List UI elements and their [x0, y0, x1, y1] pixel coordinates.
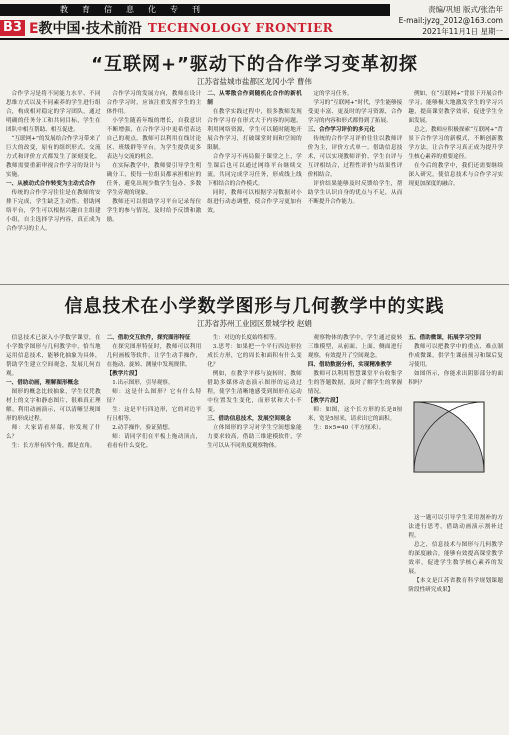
paragraph: “互联网+”的发展给合作学习带来了巨大的改变，原有的组织形式、交流方式和评价方式都发生了深刻变化，教师需要重新审视合作学习的设计与实施。: [6, 136, 101, 178]
paragraph: 生：8×5=40（平方厘米）。: [313, 425, 385, 431]
email: E-mail:jyzg_2012@163.com: [398, 16, 503, 25]
page-number: B3: [0, 20, 25, 36]
paragraph: 合作学习不再局限于课堂之上，学生课后也可以通过网络平台继续交流，共同完成学习任务，形成线上线下相结合的合作模式。: [207, 154, 302, 187]
article2-column: [207, 334, 302, 730]
paragraph: 在今后的教学中，我们还需要继续深入研究，使信息技术与合作学习实现更加深度的融合。: [408, 163, 503, 187]
paragraph: 传统的合作学习往往是在教师的安排下完成，学生缺乏主动性。借助网络平台，学生可以根据兴趣自主组建小组，自主选择学习内容，真正成为合作学习的主人。: [6, 190, 101, 232]
paragraph: 生：对边的长度始终相等。: [212, 335, 280, 341]
section-english: TECHNOLOGY FRONTIER: [147, 21, 334, 35]
paragraph: 这一题可以引导学生采用割补的方法进行思考，借助动画演示割补过程。: [408, 515, 503, 539]
header-rule: [0, 38, 509, 40]
editor-credit: 责编/巩旭 版式/张浩年: [428, 5, 503, 14]
paragraph: 教师可以利用智慧课堂平台收集学生的答题数据，及时了解学生的掌握情况。: [307, 371, 403, 395]
paragraph: 生：长方形有四个角，都是直角。: [11, 443, 96, 449]
paragraph: 定的学习任务。: [313, 91, 353, 97]
paragraph: 在探究图形特征时，教师可以利用几何画板等软件，让学生动手操作，在拖动、旋转、测量中发现规律。: [106, 344, 202, 368]
section-letter: E: [28, 21, 39, 37]
article2-column: [6, 334, 101, 730]
paragraph: 教师还可以借助学习平台记录每位学生的参与情况，及时给予反馈和激励。: [106, 199, 202, 223]
article1-title: “互联网+”驱动下的合作学习变革初探: [91, 54, 418, 75]
paragraph: 合作学习是将不同能力水平、不同思维方式以及不同素养的学生进行组合，构成相对稳定的学习团队，通过明确的任务分工和共同目标，学生在团队中相互帮助、相互促进。: [6, 91, 101, 133]
subheading: 四、借助数据分析，实现精准教学: [307, 362, 392, 368]
subheading: 【教学片段】: [106, 371, 141, 377]
paragraph: 师：请同学们在平板上拖动顶点，看看有什么变化。: [106, 434, 202, 449]
paragraph: 在实际教学中，教师要引导学生明确分工，使每一位组员都承担相应的任务，避免出现少数学生包办、多数学生旁观的现象。: [106, 163, 202, 196]
paragraph: 例如，在教学平移与旋转时，教师借助多媒体动态演示图形的运动过程，使学生清晰地感受到图形在运动中位置发生变化，而形状和大小不变。: [207, 371, 302, 413]
paragraph: 1.出示图形，引导观察。: [112, 380, 174, 386]
paragraph: 【本文是江苏省教育科学规划课题阶段性研究成果】: [408, 578, 503, 593]
subheading: 二、借助交互软件，探究图形特征: [106, 335, 191, 341]
masthead-band: 教育信息化专刊: [0, 4, 390, 16]
section-line: [0, 19, 333, 37]
paragraph: 立体图形的学习对学生空间想象能力要求较高，借助三维建模软件，学生可以从不同角度观察物体。: [207, 425, 302, 449]
article1-body: [6, 90, 503, 280]
subheading: 【教学片段】: [307, 398, 342, 404]
paragraph: 总之，教师应积极探索“互联网+”背景下合作学习的新模式，不断创新教学方法，让合作学习真正成为提升学生核心素养的重要途径。: [408, 127, 503, 160]
geometry-figure: [408, 392, 503, 510]
paragraph: 师：如图，这个长方形的长是8厘米，宽是5厘米，请求出它的面积。: [307, 407, 403, 422]
subheading: 一、从被动式合作转变为主动式合作: [6, 181, 96, 187]
paragraph: 小学生随着年级的增长，自我意识不断增强，在合作学习中更希望表达自己的观点。教师可以利用在线讨论区、班级群等平台，为学生提供更多表达与交流的机会。: [106, 118, 202, 160]
article1-author: 江苏省盐城市盐都区龙冈小学 曹伟: [197, 77, 312, 86]
section-name: [29, 18, 142, 38]
paragraph: 教师可以把教学中的重点、难点制作成微课，供学生课前预习和课后复习使用。: [408, 344, 503, 368]
article-divider: [0, 284, 509, 285]
article1-column: [308, 90, 403, 280]
article1-column: [107, 90, 202, 280]
paragraph: 3.思考：如果把一个平行四边形拉成长方形，它的周长和面积有什么变化？: [207, 344, 302, 368]
paragraph: 合作学习的发展方向，教师在设计合作学习时，应该注重发挥学生的主体作用。: [106, 91, 202, 115]
section-title: 教中国·技术前沿: [38, 21, 142, 37]
paragraph: 师：这是什么图形？它有什么特征？: [106, 389, 202, 404]
article1-column: [207, 90, 302, 280]
paragraph: 传统的合作学习评价往往以教师评价为主，评价方式单一。借助信息技术，可以实现教师评价、学生自评与互评相结合，过程性评价与结果性评价相结合。: [307, 136, 403, 178]
paragraph: 评价结果能够及时反馈给学生，帮助学生认识自身的优点与不足，从而不断提升合作能力。: [307, 181, 403, 205]
masthead-meta: [399, 4, 503, 37]
paragraph: 如图所示，你能求出阴影部分的面积吗？: [408, 371, 503, 386]
subheading: 二、从零散合作到随机化合作的新机制: [207, 91, 302, 106]
paragraph: 总之，信息技术与图形与几何教学的深度融合，能够有效提高课堂教学效率，促进学生数学核心素养的发展。: [408, 542, 503, 575]
paragraph: 例如，在“互联网+”背景下开展合作学习，能够极大地激发学生的学习兴趣，提高课堂教学效率，促进学生全面发展。: [408, 91, 503, 124]
issue-date: 2021年11月1日 星期一: [422, 27, 503, 36]
paragraph: 在教学实践过程中，很多教师发现合作学习存在形式大于内容的问题。利用网络资源，学生可以随时随地开展合作学习，打破课堂时间和空间的限制。: [207, 109, 302, 151]
paragraph: 学习的“互联网+”时代，学生能够接受更丰富、更及时的学习资源，合作学习的内容和形式都得到了拓展。: [307, 100, 403, 124]
article1-column: [408, 90, 503, 280]
paragraph: 师：大家请看屏幕，你发现了什么？: [6, 425, 101, 440]
article2-column: [408, 334, 503, 730]
paragraph: 2.动手操作，验证猜想。: [112, 425, 174, 431]
paragraph: 图形的概念比较抽象，学生仅凭教材上的文字和静态图片，很难真正理解。利用动画演示，可以清晰呈现图形的形成过程。: [6, 389, 101, 422]
article2-column: [308, 334, 403, 730]
paragraph: 信息技术已深入小学数学课堂，在小学数学图形与几何教学中，恰当地运用信息技术，能够化抽象为具体，帮助学生建立空间观念，发展几何直观。: [6, 335, 101, 377]
subheading: 三、合作学习评价的多元化: [307, 127, 375, 133]
subheading: 一、借助动画，理解图形概念: [6, 380, 79, 386]
article2-author: 江苏省苏州工业园区景城学校 赵娟: [197, 319, 312, 328]
article2-body: [6, 334, 503, 730]
masthead: [0, 0, 509, 40]
paragraph: 观察物体的教学中，学生通过旋转三维模型，从前面、上面、侧面进行观察，有效提升了空间观念。: [307, 335, 403, 359]
article2-title: 信息技术在小学数学图形与几何教学中的实践: [64, 296, 445, 317]
subheading: 三、借助信息技术，发展空间观念: [207, 416, 292, 422]
shaded-shape-diagram: [408, 392, 500, 502]
paragraph: 同时，教师可以根据学习数据对小组进行动态调整，使合作学习更加有效。: [207, 190, 302, 214]
subheading: 五、借助微课，拓展学习空间: [408, 335, 482, 341]
article1-column: [6, 90, 101, 280]
paragraph: 生：这是平行四边形，它的对边平行且相等。: [106, 407, 202, 422]
article2-column: [107, 334, 202, 730]
